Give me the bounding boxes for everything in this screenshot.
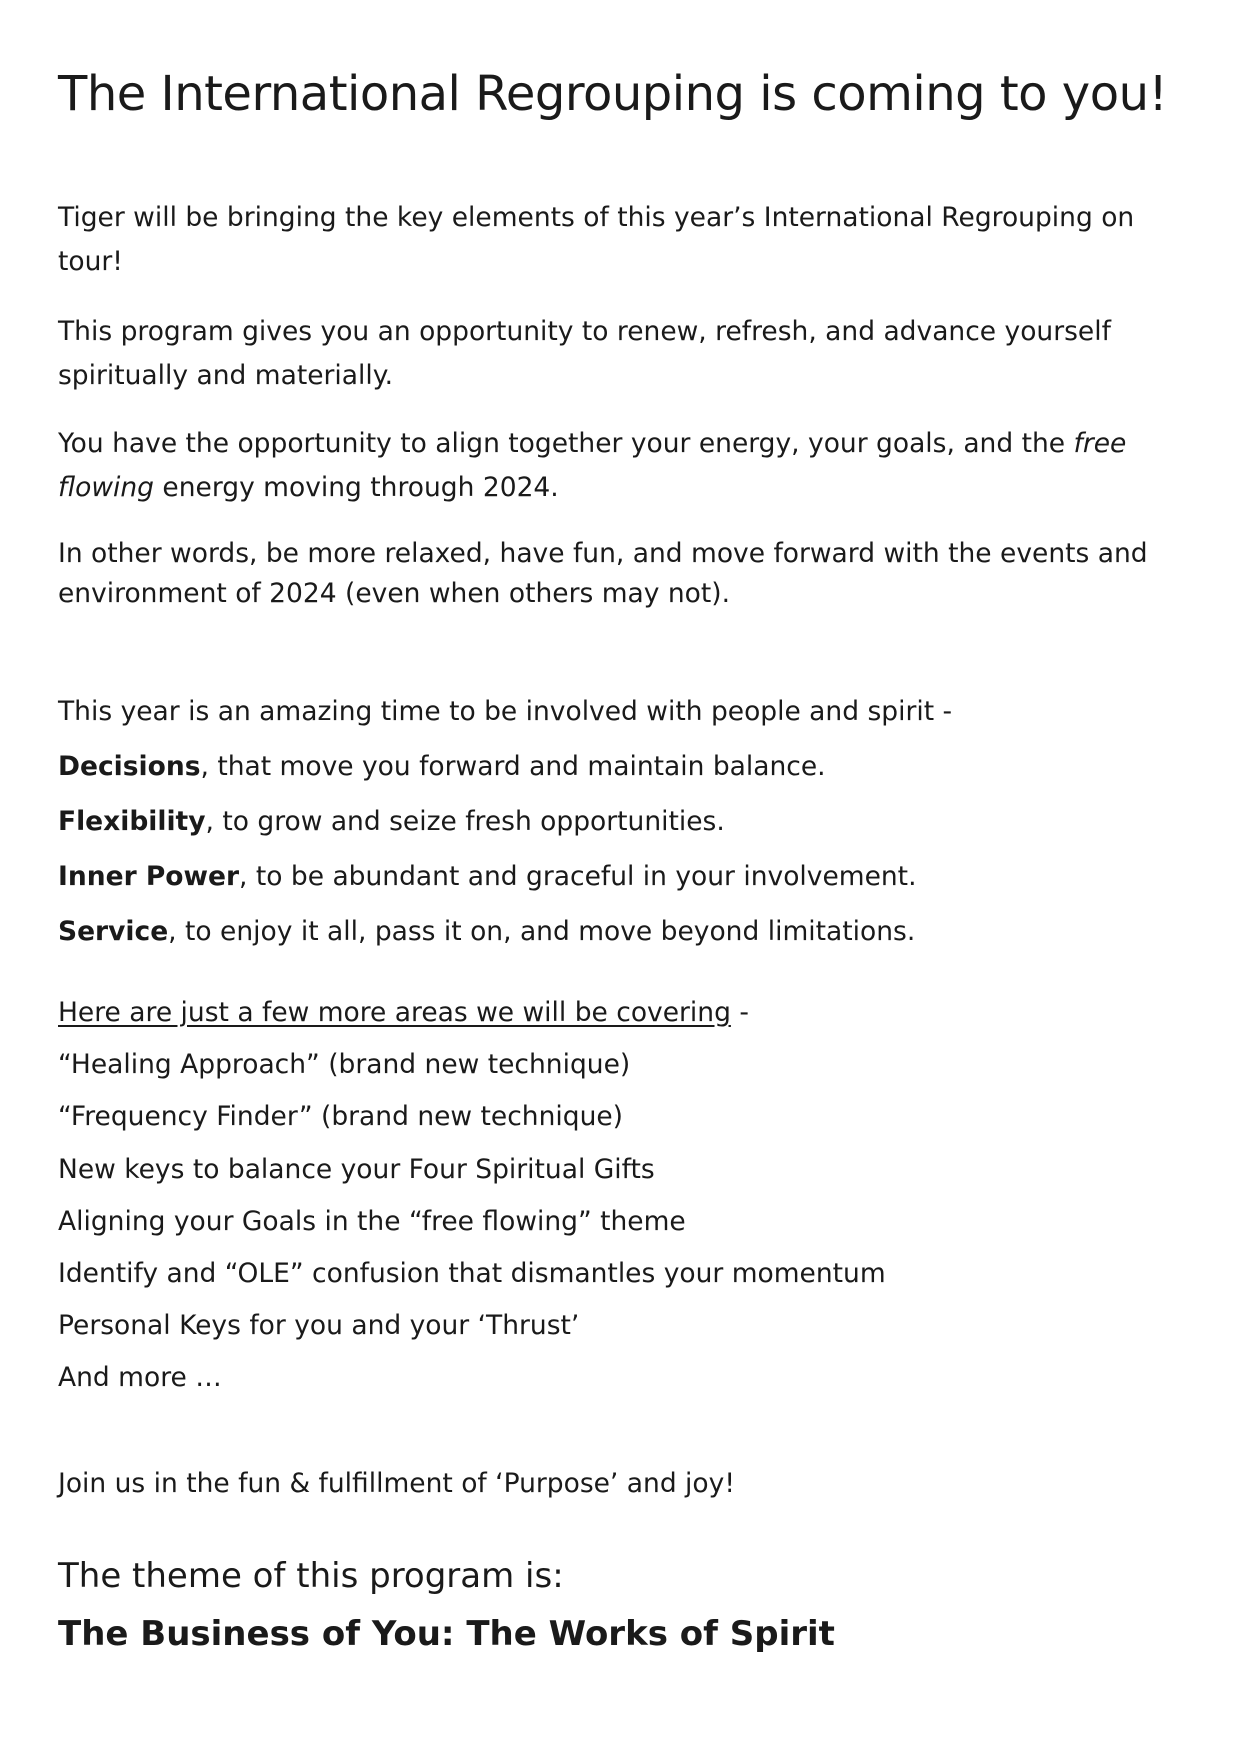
quality-term: Decisions [58, 751, 201, 782]
quality-text: , to be abundant and graceful in your involvement. [239, 861, 917, 892]
align-text-before: You have the opportunity to align together your energy, your goals, and the [58, 428, 1074, 459]
list-item: And more … [58, 1362, 222, 1393]
areas-heading-text: Here are just a few more areas we will be covering [58, 997, 731, 1028]
year-intro: This year is an amazing time to be involved with people and spirit - [58, 696, 953, 727]
quality-inner-power [58, 859, 917, 895]
align-paragraph [58, 422, 1188, 510]
quality-decisions [58, 749, 826, 785]
align-emphasis: free flowing [58, 428, 1127, 503]
list-item: “Frequency Finder” (brand new technique) [58, 1101, 624, 1132]
areas-heading-suffix: - [730, 997, 749, 1028]
theme-label: The theme of this program is: [58, 1556, 564, 1596]
theme-title: The Business of You: The Works of Spirit [58, 1614, 835, 1654]
list-item: New keys to balance your Four Spiritual Gifts [58, 1154, 655, 1185]
list-item: Aligning your Goals in the “free flowing” theme [58, 1206, 686, 1237]
quality-flexibility [58, 804, 725, 840]
intro-paragraph-program: This program gives you an opportunity to renew, refresh, and advance yourself spiritually and materially. [58, 316, 1111, 391]
list-item: Identify and “OLE” confusion that dismantles your momentum [58, 1258, 886, 1289]
align-text-after: energy moving through 2024. [154, 472, 559, 503]
intro-paragraph-tour: Tiger will be bringing the key elements of this year’s International Regrouping on tour! [58, 202, 1135, 277]
page-title: The International Regrouping is coming to you! [58, 66, 1168, 122]
join-line: Join us in the fun & fulfillment of ‘Purpose’ and joy! [58, 1468, 735, 1499]
quality-text: , to enjoy it all, pass it on, and move beyond limitations. [168, 916, 916, 947]
quality-term: Flexibility [58, 806, 206, 837]
quality-term: Service [58, 916, 169, 947]
quality-service [58, 914, 915, 950]
quality-text: , that move you forward and maintain balance. [200, 751, 826, 782]
quality-text: , to grow and seize fresh opportunities. [205, 806, 725, 837]
list-item: Personal Keys for you and your ‘Thrust’ [58, 1310, 580, 1341]
list-item: “Healing Approach” (brand new technique) [58, 1049, 631, 1080]
areas-heading [58, 995, 749, 1031]
other-words-paragraph: In other words, be more relaxed, have fun, and move forward with the events and environment of 2024 (even when others may not). [58, 538, 1148, 609]
quality-term: Inner Power [58, 861, 240, 892]
